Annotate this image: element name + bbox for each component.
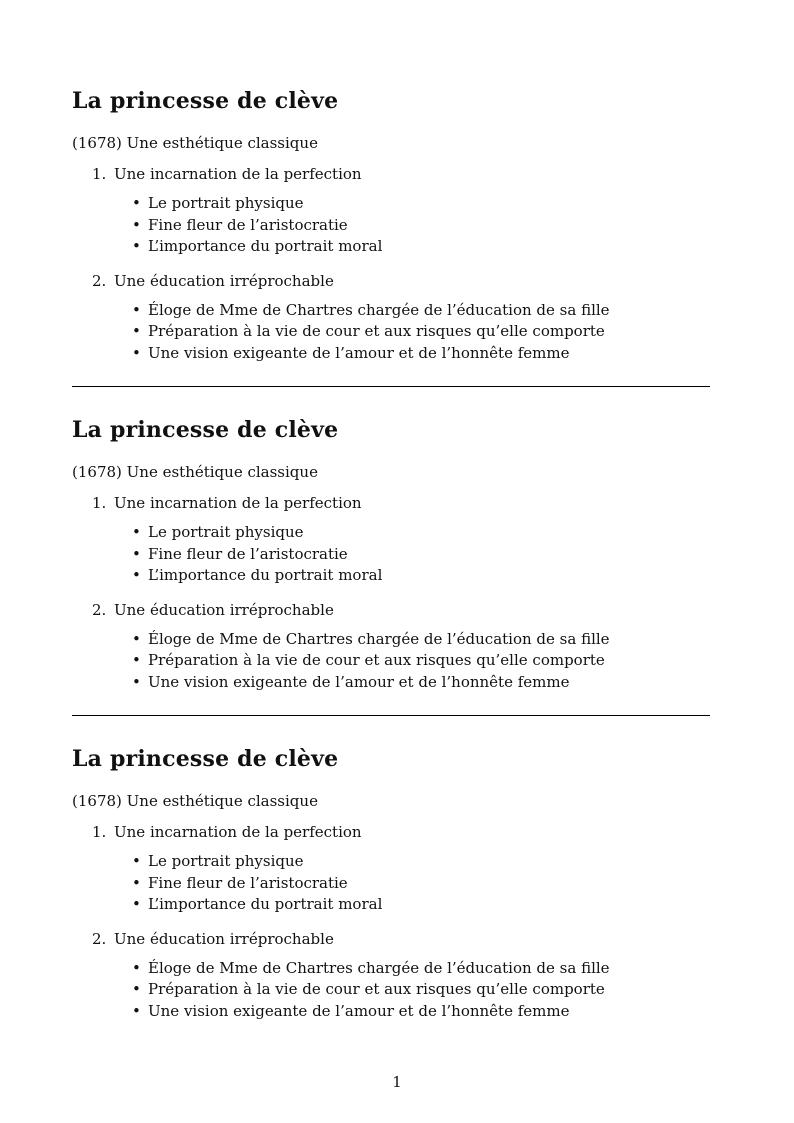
- item-number: 1.: [92, 165, 107, 183]
- bullet-item: • L’importance du portrait moral: [132, 565, 710, 587]
- section-divider: [72, 386, 710, 387]
- bullet-item: • L’importance du portrait moral: [132, 236, 710, 258]
- section-3: [72, 746, 710, 1022]
- page-number: 1: [392, 1073, 402, 1091]
- item-label: Une incarnation de la perfection: [114, 823, 362, 841]
- bullet-item: • Une vision exigeante de l’amour et de l’honnête femme: [132, 343, 710, 365]
- item-label: Une incarnation de la perfection: [114, 165, 362, 183]
- item-number: 2.: [92, 929, 107, 948]
- bullet-item: • Éloge de Mme de Chartres chargée de l’éducation de sa fille: [132, 629, 710, 651]
- bullet-list: [72, 522, 710, 587]
- section-1: [72, 88, 710, 364]
- document-content: [72, 88, 710, 1022]
- bullet-list: [72, 193, 710, 258]
- numbered-item: [72, 165, 710, 183]
- numbered-item: [72, 494, 710, 512]
- bullet-item: • Le portrait physique: [132, 851, 710, 873]
- item-number: 1.: [92, 494, 107, 512]
- bullet-list: [72, 958, 710, 1023]
- section-title: La princesse de clève: [72, 88, 339, 114]
- section-subtitle: (1678) Une esthétique classique: [72, 134, 318, 152]
- bullet-item: • Une vision exigeante de l’amour et de l’honnête femme: [132, 672, 710, 694]
- bullet-list: [72, 300, 710, 365]
- numbered-item: [72, 823, 710, 841]
- item-label: Une éducation irréprochable: [114, 929, 334, 948]
- bullet-item: • Fine fleur de l’aristocratie: [132, 544, 710, 566]
- item-number: 2.: [92, 271, 107, 290]
- bullet-list: [72, 629, 710, 694]
- bullet-item: • Préparation à la vie de cour et aux risques qu’elle comporte: [132, 321, 710, 343]
- bullet-item: • Fine fleur de l’aristocratie: [132, 215, 710, 237]
- bullet-item: • Le portrait physique: [132, 522, 710, 544]
- bullet-item: • Une vision exigeante de l’amour et de l’honnête femme: [132, 1001, 710, 1023]
- bullet-item: • Le portrait physique: [132, 193, 710, 215]
- item-number: 2.: [92, 600, 107, 619]
- numbered-item: [72, 272, 710, 290]
- item-number: 1.: [92, 823, 107, 841]
- bullet-item: • Éloge de Mme de Chartres chargée de l’éducation de sa fille: [132, 300, 710, 322]
- bullet-list: [72, 851, 710, 916]
- section-divider: [72, 715, 710, 716]
- item-label: Une incarnation de la perfection: [114, 494, 362, 512]
- bullet-item: • Fine fleur de l’aristocratie: [132, 873, 710, 895]
- section-subtitle: (1678) Une esthétique classique: [72, 792, 318, 810]
- item-label: Une éducation irréprochable: [114, 600, 334, 619]
- numbered-item: [72, 930, 710, 948]
- section-title: La princesse de clève: [72, 417, 339, 443]
- bullet-item: • Préparation à la vie de cour et aux risques qu’elle comporte: [132, 979, 710, 1001]
- bullet-item: • Éloge de Mme de Chartres chargée de l’éducation de sa fille: [132, 958, 710, 980]
- item-label: Une éducation irréprochable: [114, 271, 334, 290]
- bullet-item: • L’importance du portrait moral: [132, 894, 710, 916]
- section-subtitle: (1678) Une esthétique classique: [72, 463, 318, 481]
- bullet-item: • Préparation à la vie de cour et aux risques qu’elle comporte: [132, 650, 710, 672]
- section-title: La princesse de clève: [72, 746, 339, 772]
- numbered-item: [72, 601, 710, 619]
- section-2: [72, 417, 710, 693]
